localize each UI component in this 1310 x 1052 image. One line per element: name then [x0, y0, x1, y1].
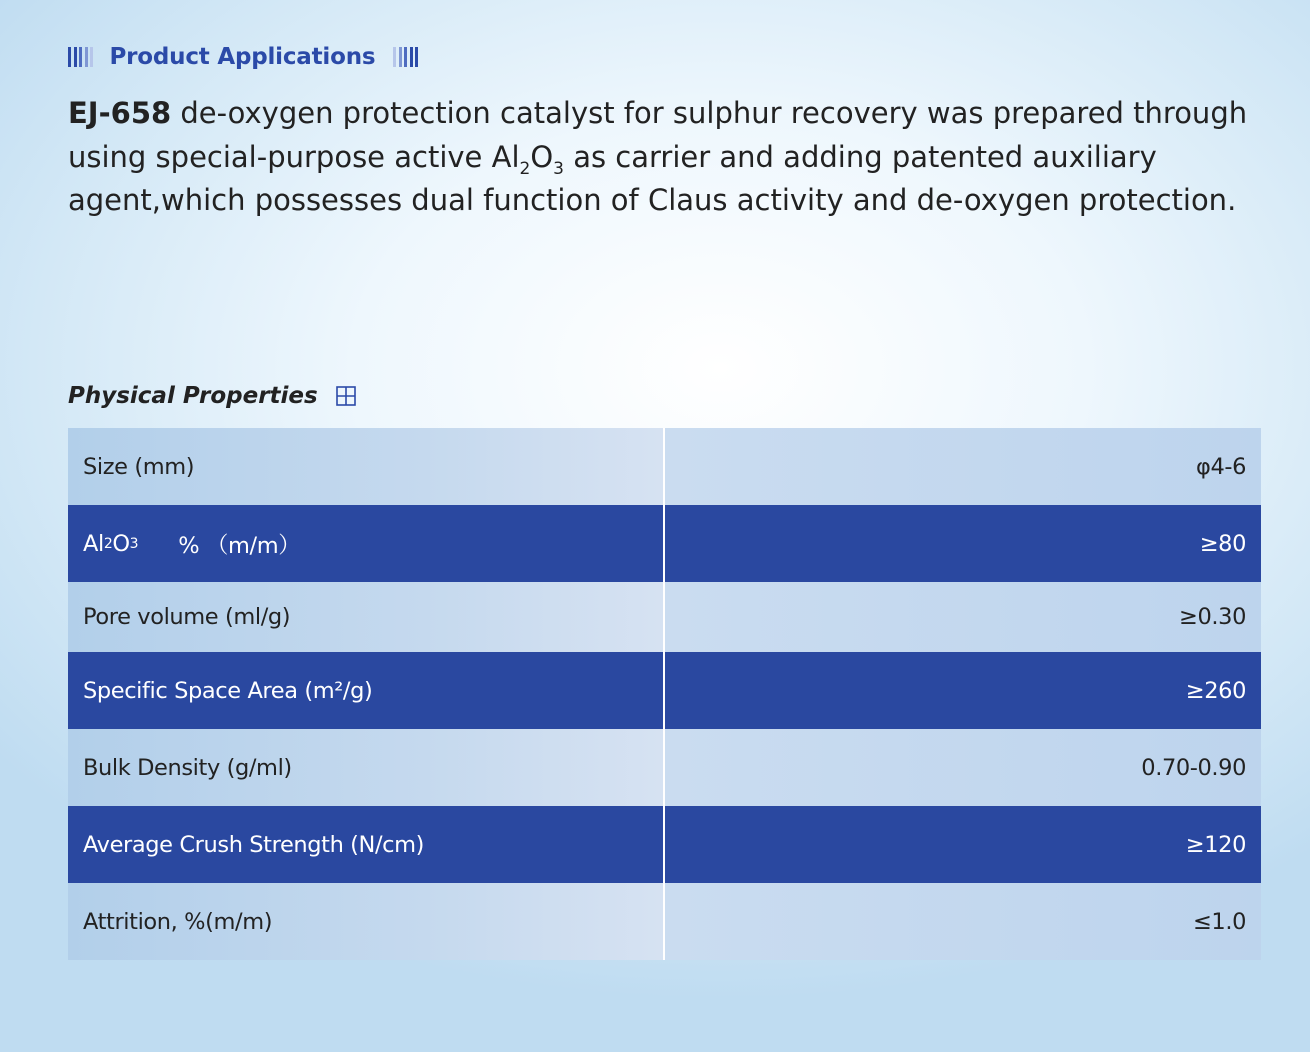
property-label: Pore volume (ml/g) [68, 582, 663, 652]
intro-text-3: as carrier and adding patented auxiliary agent,which possesses dual function of Claus activity and de-oxygen protection. [68, 139, 1237, 217]
property-value: 0.70-0.90 [663, 729, 1261, 806]
grid-icon [336, 386, 356, 406]
table-row [68, 652, 1261, 729]
decorative-bars-right-icon [393, 46, 421, 68]
table-row [68, 582, 1261, 652]
product-code: EJ-658 [68, 96, 172, 130]
property-value: ≥0.30 [663, 582, 1261, 652]
property-label: Size (mm) [68, 428, 663, 505]
table-row [68, 729, 1261, 806]
table-row [68, 806, 1261, 883]
table-row [68, 883, 1261, 960]
property-value: ≥260 [663, 652, 1261, 729]
property-label: Attrition, %(m/m) [68, 883, 663, 960]
property-label: Specific Space Area (m²/g) [68, 652, 663, 729]
intro-subscript-1: 2 [519, 158, 531, 179]
intro-subscript-2: 3 [553, 158, 564, 179]
property-value: ≥80 [663, 505, 1261, 582]
intro-text-2: O [530, 139, 554, 174]
alumina-symbol-part: Al [83, 530, 104, 557]
physical-properties-heading [68, 380, 356, 412]
intro-text-1: de-oxygen protection catalyst for sulphur recovery was prepared through using special-purpose active Al [68, 96, 1248, 174]
physical-properties-title: Physical Properties [68, 383, 318, 409]
property-value: ≤1.0 [663, 883, 1261, 960]
decorative-bars-left-icon [68, 46, 96, 68]
intro-paragraph [68, 92, 1268, 223]
property-label: Bulk Density (g/ml) [68, 729, 663, 806]
alumina-unit: % （m/m） [178, 532, 301, 559]
section-title: Product Applications [109, 44, 376, 70]
table-row [68, 428, 1261, 505]
table-row [68, 505, 1261, 582]
property-value: ≥120 [663, 806, 1261, 883]
property-label: Average Crush Strength (N/cm) [68, 806, 663, 883]
property-value: φ4-6 [663, 428, 1261, 505]
section-header [68, 42, 421, 72]
physical-properties-table [68, 428, 1261, 960]
property-label: Al 2 O 3 % （m/m） [68, 505, 663, 582]
alumina-symbol-part: O [112, 530, 130, 557]
